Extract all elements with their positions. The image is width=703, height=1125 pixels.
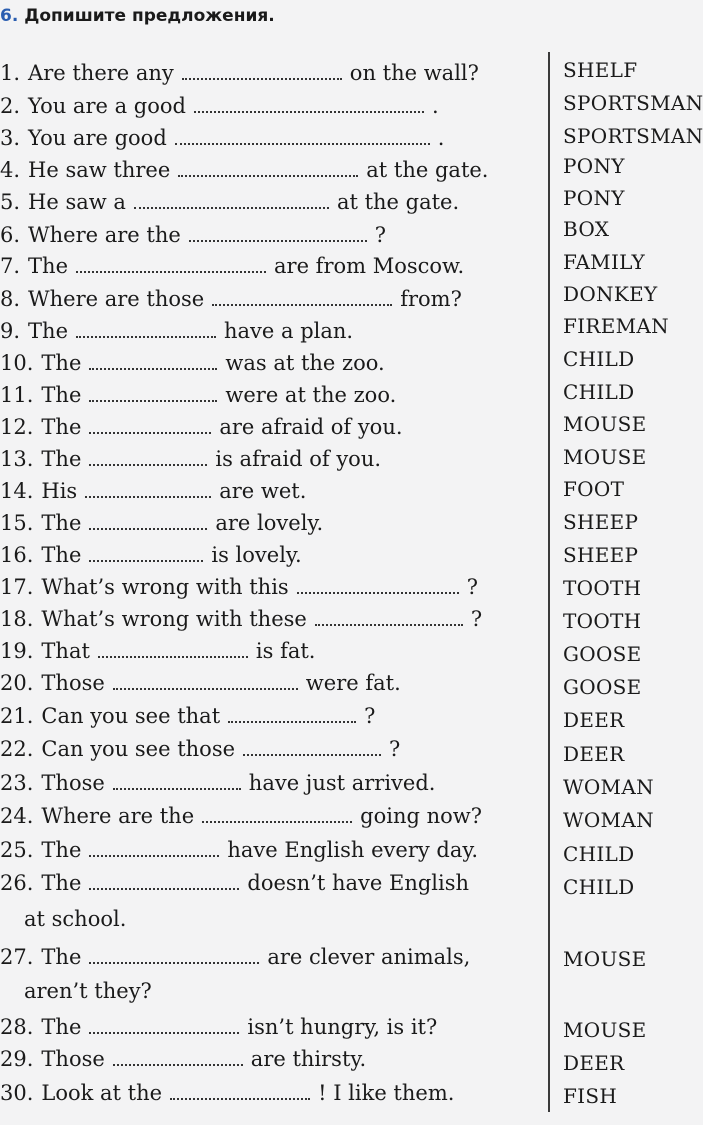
blank-line — [113, 686, 298, 690]
line-26-continuation: at school. — [24, 907, 127, 931]
sentence-end: . — [437, 126, 445, 150]
sentence-number: 4. — [0, 158, 21, 182]
sentence-end: is afraid of you. — [215, 447, 382, 471]
sentence-line — [0, 637, 529, 665]
sentence-number: 18. — [0, 607, 34, 631]
hint-word: CHILD — [563, 347, 635, 371]
sentence-start: You are a good — [28, 94, 186, 118]
sentence-end: have a plan. — [224, 319, 354, 343]
sentence-start: The — [41, 351, 82, 375]
sentence-start: The — [41, 838, 82, 862]
sentence-number: 22. — [0, 737, 34, 761]
sentence-start: You are good — [28, 126, 167, 150]
sentence-end: ? — [389, 737, 401, 761]
sentence-number: 15. — [0, 511, 34, 535]
sentence-start: The — [41, 543, 82, 567]
sentence-number: 26. — [0, 871, 34, 895]
sentence-start: Those — [41, 1047, 105, 1071]
blank-line — [202, 819, 352, 823]
blank-line — [76, 334, 216, 338]
sentence-line — [0, 573, 529, 601]
hint-word: WOMAN — [563, 775, 654, 799]
sentence-number: 1. — [0, 61, 21, 85]
sentence-line — [0, 349, 529, 377]
blank-line — [89, 366, 217, 370]
sentence-line — [0, 943, 529, 971]
sentence-end: . — [431, 94, 439, 118]
sentence-start: Are there any — [28, 61, 174, 85]
hint-word: FOOT — [563, 477, 625, 501]
sentence-start: The — [41, 1015, 82, 1039]
line-27-continuation: aren’t they? — [24, 979, 152, 1003]
sentence-line — [0, 59, 529, 87]
sentence-end: are thirsty. — [250, 1047, 367, 1071]
sentence-line — [0, 221, 529, 249]
hint-word: TOOTH — [563, 609, 642, 633]
sentence-line — [0, 252, 529, 280]
sentence-end: were fat. — [305, 671, 401, 695]
sentence-line — [0, 669, 529, 697]
hint-word: DEER — [563, 708, 625, 732]
sentence-start: The — [41, 383, 82, 407]
sentence-number: 25. — [0, 838, 34, 862]
blank-line — [89, 526, 207, 530]
sentence-start: The — [28, 254, 69, 278]
hint-word: TOOTH — [563, 576, 642, 600]
hint-word: SHEEP — [563, 510, 639, 534]
sentence-line — [0, 702, 529, 730]
blank-line — [134, 205, 329, 209]
sentence-start: What’s wrong with this — [41, 575, 289, 599]
blank-line — [98, 654, 248, 658]
sentence-end: were at the zoo. — [225, 383, 397, 407]
sentence-end: doesn’t have English — [247, 871, 470, 895]
sentence-line — [0, 541, 529, 569]
hint-word: MOUSE — [563, 412, 647, 436]
sentence-start: That — [41, 639, 90, 663]
hint-word: FIREMAN — [563, 314, 669, 338]
blank-line — [89, 1030, 239, 1034]
sentence-line — [0, 477, 529, 505]
sentence-end: ? — [374, 223, 387, 247]
sentence-line — [0, 769, 529, 797]
blank-line — [89, 462, 207, 466]
hint-word: DEER — [563, 1051, 625, 1075]
sentence-start: Those — [41, 771, 105, 795]
sentence-end: is lovely. — [211, 543, 302, 567]
sentence-number: 17. — [0, 575, 34, 599]
blank-line — [89, 558, 203, 562]
hint-word: FAMILY — [563, 250, 645, 274]
sentence-end: are wet. — [219, 479, 307, 503]
sentence-number: 20. — [0, 671, 34, 695]
sentence-start: The — [41, 945, 82, 969]
sentence-end: are afraid of you. — [219, 415, 403, 439]
hint-word: DEER — [563, 742, 625, 766]
blank-line — [243, 752, 381, 756]
blank-line — [189, 238, 367, 242]
blank-line — [178, 173, 358, 177]
sentence-start: The — [41, 511, 82, 535]
hint-word: BOX — [563, 217, 610, 241]
sentence-number: 13. — [0, 447, 34, 471]
blank-line — [76, 269, 266, 273]
sentence-start: He saw a — [28, 190, 126, 214]
sentence-line — [0, 735, 529, 763]
sentence-end: on the wall? — [349, 61, 479, 85]
sentence-line — [0, 802, 529, 830]
hint-word: PONY — [563, 154, 625, 178]
sentence-number: 6. — [0, 223, 21, 247]
sentence-number: 14. — [0, 479, 34, 503]
sentence-line — [0, 605, 529, 633]
sentence-end: ? — [466, 575, 478, 599]
sentence-number: 5. — [0, 190, 21, 214]
hint-word: GOOSE — [563, 642, 642, 666]
sentence-start: His — [41, 479, 78, 503]
sentence-start: Where are the — [28, 223, 181, 247]
hint-word: PONY — [563, 186, 625, 210]
blank-line — [194, 109, 424, 113]
sentence-number: 11. — [0, 383, 34, 407]
sentence-end: isn’t hungry, is it? — [247, 1015, 438, 1039]
sentence-number: 7. — [0, 254, 21, 278]
sentence-number: 10. — [0, 351, 34, 375]
sentence-number: 29. — [0, 1047, 34, 1071]
exercise-instruction: Допишите предложения. — [24, 6, 275, 26]
sentence-start: The — [41, 447, 82, 471]
sentence-line — [0, 1045, 529, 1073]
sentence-line — [0, 445, 529, 473]
sentence-number: 3. — [0, 126, 21, 150]
sentence-end: have just arrived. — [248, 771, 436, 795]
hint-word: CHILD — [563, 380, 635, 404]
sentence-start: He saw three — [28, 158, 171, 182]
sentence-start: Those — [41, 671, 105, 695]
hint-word: FISH — [563, 1084, 618, 1108]
blank-line — [89, 430, 211, 434]
sentence-start: The — [28, 319, 69, 343]
sentence-line — [0, 413, 529, 441]
sentence-number: 8. — [0, 287, 21, 311]
sentence-line — [0, 156, 529, 184]
sentence-number: 24. — [0, 804, 34, 828]
sentence-end: are lovely. — [215, 511, 324, 535]
hint-word: SHEEP — [563, 543, 639, 567]
hint-word: CHILD — [563, 842, 635, 866]
sentence-number: 27. — [0, 945, 34, 969]
sentence-line — [0, 381, 529, 409]
sentence-start: Where are the — [41, 804, 195, 828]
sentence-line — [0, 1013, 529, 1041]
sentence-end: going now? — [360, 804, 482, 828]
hint-word: SPORTSMAN — [563, 91, 703, 115]
hint-word: MOUSE — [563, 1018, 647, 1042]
blank-line — [89, 398, 217, 402]
sentence-start: Where are those — [28, 287, 205, 311]
sentence-start: Can you see those — [41, 737, 236, 761]
sentence-start: Can you see that — [41, 704, 221, 728]
sentence-end: was at the zoo. — [225, 351, 385, 375]
sentence-number: 28. — [0, 1015, 34, 1039]
sentence-line — [0, 92, 529, 120]
exercise-number: 6. — [0, 6, 19, 26]
hint-word: SHELF — [563, 58, 638, 82]
sentence-end: are clever animals, — [267, 945, 471, 969]
sentence-line — [0, 285, 529, 313]
sentence-line — [0, 869, 529, 897]
blank-line — [212, 302, 392, 306]
sentence-number: 23. — [0, 771, 34, 795]
blank-line — [315, 622, 463, 626]
sentence-end: at the gate. — [336, 190, 460, 214]
sentence-line — [0, 836, 529, 864]
blank-line — [170, 1096, 310, 1100]
sentence-start: The — [41, 871, 82, 895]
sentence-line — [0, 509, 529, 537]
hint-word: MOUSE — [563, 947, 647, 971]
hint-word: GOOSE — [563, 675, 642, 699]
sentence-start: What’s wrong with these — [41, 607, 307, 631]
blank-line — [85, 494, 211, 498]
sentence-line — [0, 124, 529, 152]
sentence-line — [0, 1079, 529, 1107]
sentence-end: ? — [470, 607, 483, 631]
sentence-end: from? — [400, 287, 462, 311]
hint-word: SPORTSMAN — [563, 124, 703, 148]
hint-word: MOUSE — [563, 445, 647, 469]
sentence-number: 30. — [0, 1081, 34, 1105]
blank-line — [113, 1062, 243, 1066]
sentence-end: have English every day. — [227, 838, 479, 862]
sentence-line — [0, 188, 529, 216]
sentence-end: ! I like them. — [318, 1081, 455, 1105]
sentence-number: 19. — [0, 639, 34, 663]
sentence-number: 2. — [0, 94, 21, 118]
blank-line — [113, 786, 241, 790]
sentence-number: 9. — [0, 319, 21, 343]
blank-line — [89, 886, 239, 890]
sentence-line — [0, 317, 529, 345]
blank-line — [228, 719, 356, 723]
blank-line — [89, 960, 259, 964]
hint-word: CHILD — [563, 875, 635, 899]
sentence-end: are from Moscow. — [274, 254, 465, 278]
sentence-end: at the gate. — [366, 158, 489, 182]
sentence-number: 16. — [0, 543, 34, 567]
sentence-number: 21. — [0, 704, 34, 728]
sentence-number: 12. — [0, 415, 34, 439]
blank-line — [89, 853, 219, 857]
blank-line — [182, 76, 342, 80]
sentence-end: is fat. — [255, 639, 316, 663]
hint-word: DONKEY — [563, 282, 658, 306]
sentence-start: Look at the — [41, 1081, 163, 1105]
exercise-title — [0, 6, 275, 26]
column-divider — [548, 52, 550, 1112]
blank-line — [175, 141, 430, 145]
hint-word: WOMAN — [563, 808, 654, 832]
sentence-end: ? — [364, 704, 376, 728]
blank-line — [297, 590, 459, 594]
sentence-start: The — [41, 415, 82, 439]
